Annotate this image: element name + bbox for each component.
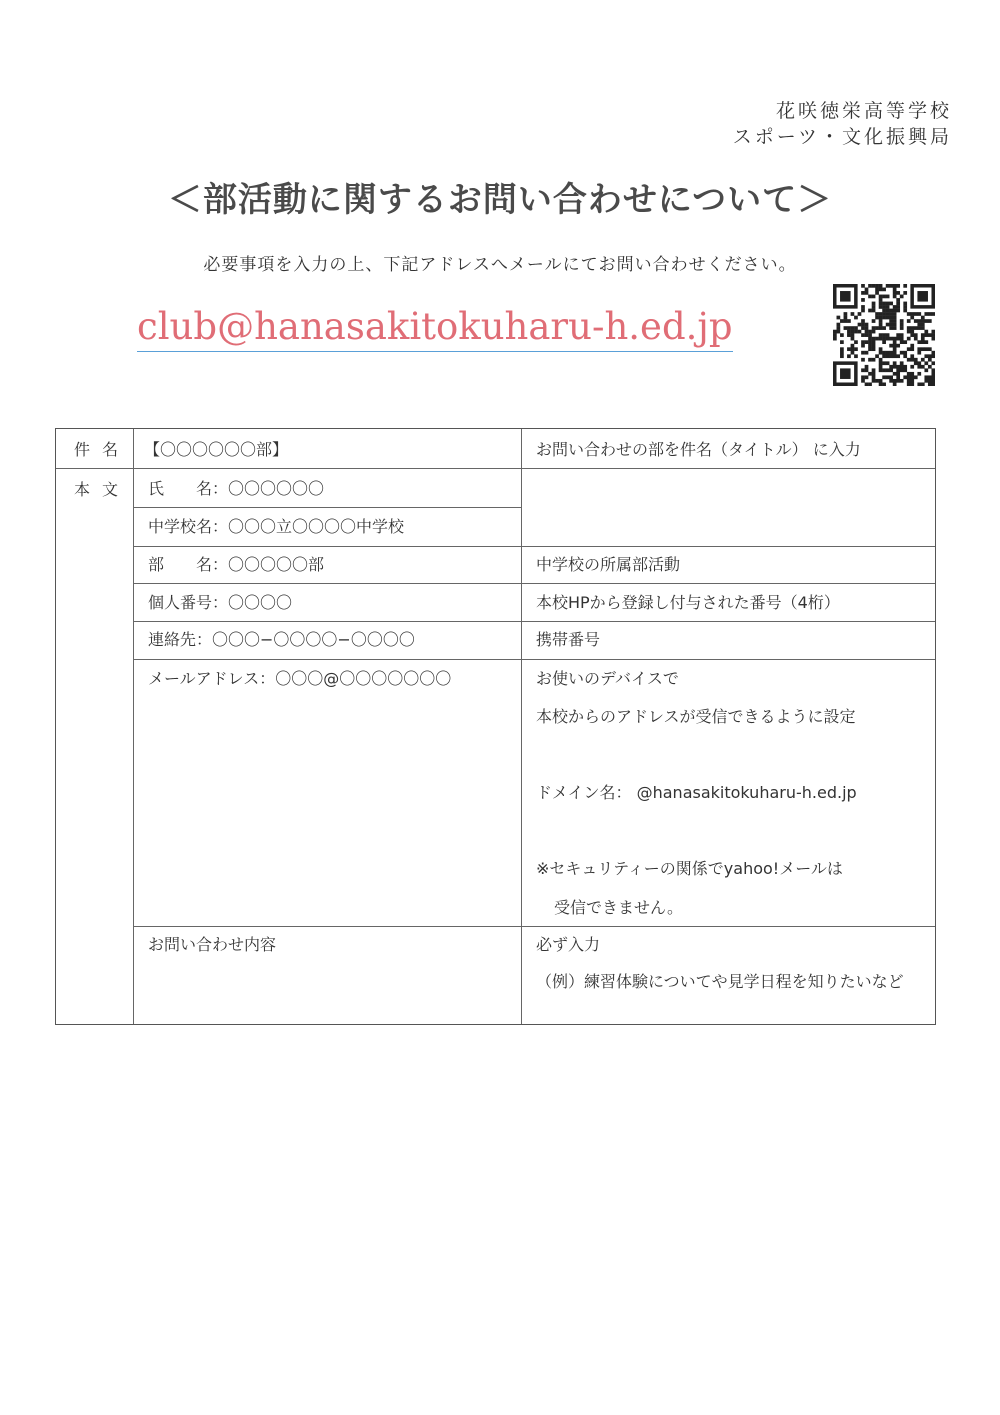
contact-email: club@hanasakitokuharu-h.ed.jp <box>137 305 733 352</box>
mail-note: お使いのデバイスで <box>536 669 679 688</box>
security-note: ※セキュリティーの関係でyahoo!メールは <box>536 859 843 878</box>
domain-note: ドメイン名： @hanasakitokuharu-h.ed.jp <box>536 783 857 802</box>
subject-label: 件名 <box>74 440 131 459</box>
inquiry-example: （例）練習体験についてや見学日程を知りたいなど <box>536 972 904 991</box>
junior-high-field: 中学校名：〇〇〇立〇〇〇〇中学校 <box>148 517 405 536</box>
club-note: 中学校の所属部活動 <box>536 555 681 574</box>
contact-note: 携帯番号 <box>536 630 601 649</box>
contact-field: 連絡先：〇〇〇−〇〇〇〇−〇〇〇〇 <box>148 630 415 649</box>
instruction-text: 必要事項を入力の上、下記アドレスへメールにてお問い合わせください。 <box>203 255 797 275</box>
personal-number-note: 本校HPから登録し付与された番号（4桁） <box>536 593 840 612</box>
organization-header <box>733 98 952 150</box>
name-field: 氏 名：〇〇〇〇〇〇 <box>148 479 325 498</box>
subject-field: 【〇〇〇〇〇〇部】 <box>144 440 289 459</box>
inquiry-note: 必ず入力 <box>536 935 601 954</box>
subject-note: お問い合わせの部を件名（タイトル） に入力 <box>536 440 861 459</box>
department-name: スポーツ・文化振興局 <box>732 126 952 148</box>
security-note: 受信できません。 <box>554 898 683 917</box>
club-field: 部 名：〇〇〇〇〇部 <box>148 555 325 574</box>
page-title: ＜部活動に関するお問い合わせについて＞ <box>167 180 833 220</box>
personal-number-field: 個人番号：〇〇〇〇 <box>148 593 293 612</box>
mail-field: メールアドレス：〇〇〇@〇〇〇〇〇〇〇 <box>148 669 452 688</box>
body-label: 本文 <box>74 480 131 499</box>
inquiry-field: お問い合わせ内容 <box>148 935 277 954</box>
mail-note: 本校からのアドレスが受信できるように設定 <box>536 707 856 726</box>
inquiry-form-table <box>55 428 936 1025</box>
qr-code-icon <box>833 284 935 386</box>
school-name: 花咲徳栄高等学校 <box>775 100 952 122</box>
